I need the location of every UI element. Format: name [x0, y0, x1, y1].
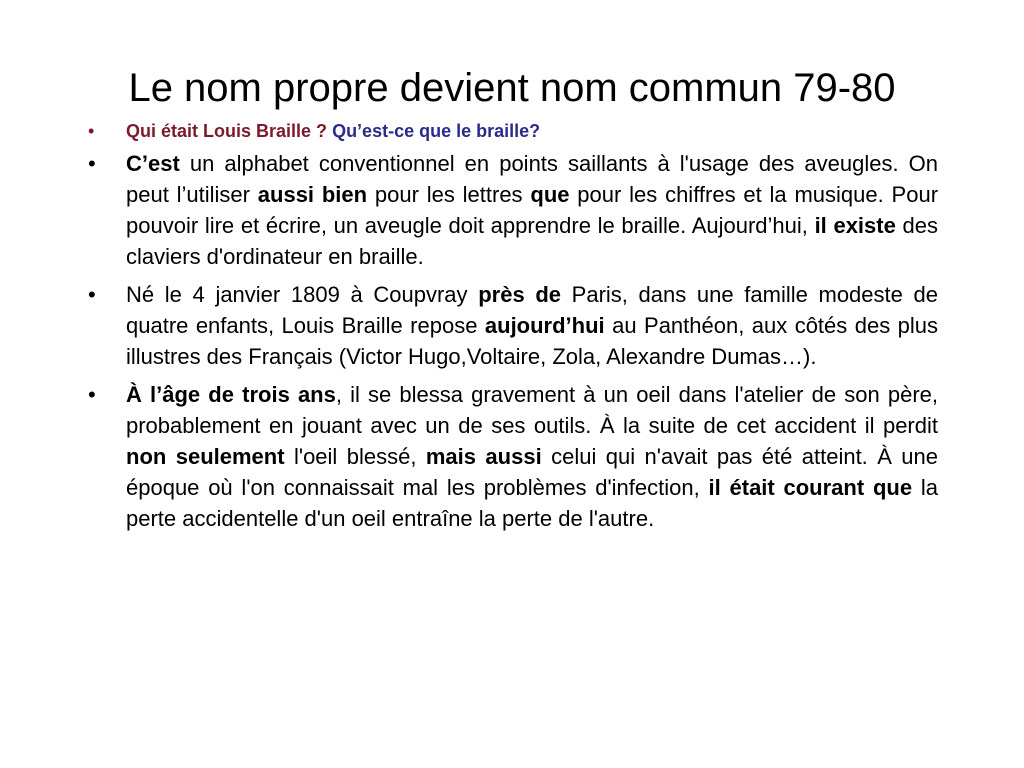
bold-run: À l’âge de trois ans	[126, 382, 336, 407]
bold-run: près de	[478, 282, 562, 307]
bullet-marker: •	[88, 382, 96, 407]
bold-run: il existe	[814, 213, 896, 238]
bullet-item-definition	[88, 148, 938, 272]
bold-run: il était courant que	[708, 475, 913, 500]
bullet-item-biography	[88, 279, 938, 372]
bold-run: aussi bien	[257, 182, 368, 207]
question-louis-braille: Qui était Louis Braille ?	[126, 121, 328, 141]
bold-run: aujourd’hui	[484, 313, 605, 338]
text-run: Paris, dans une famille modeste de quatre enfants, Louis Braille repose	[126, 282, 939, 338]
question-braille: Qu’est-ce que le braille?	[332, 121, 541, 141]
bullet-marker: •	[88, 151, 96, 176]
text-run: des claviers d'ordinateur en braille.	[126, 213, 938, 269]
text-run: un alphabet conventionnel en points saillants à l'usage des aveugles. On peut l’utiliser	[126, 151, 938, 207]
bold-run: C’est	[126, 151, 180, 176]
bullet-marker: •	[88, 121, 95, 141]
text-run: au Panthéon, aux côtés des plus illustres des Français (Victor Hugo,Voltaire, Zola, Alexandre Dumas…).	[126, 313, 938, 369]
paragraph-definition	[126, 151, 938, 269]
bullet-marker: •	[88, 282, 96, 307]
bold-run: que	[530, 182, 570, 207]
slide-title: Le nom propre devient nom commun 79-80	[128, 66, 896, 110]
text-run: l'oeil blessé,	[284, 444, 426, 469]
text-run: celui qui n'avait pas été atteint. À une époque où l'on connaissait mal les problèmes d'infection,	[126, 444, 939, 500]
paragraph-biography	[126, 282, 938, 369]
bullet-list	[88, 116, 938, 541]
bullet-item-accident	[88, 379, 938, 534]
text-run: pour les lettres	[367, 182, 531, 207]
paragraph-accident	[126, 382, 938, 531]
text-run: la perte accidentelle d'un oeil entraîne la perte de l'autre.	[126, 475, 938, 531]
bullet-item-questions	[88, 116, 938, 146]
bold-run: non seulement	[126, 444, 285, 469]
text-run: , il se blessa gravement à un oeil dans l'atelier de son père, probablement en jouant avec un de ses outils. À la suite de cet accident il perdit	[126, 382, 938, 438]
bold-run: mais aussi	[425, 444, 542, 469]
text-run: Né le 4 janvier 1809 à Coupvray	[126, 282, 479, 307]
text-run: pour les chiffres et la musique. Pour pouvoir lire et écrire, un aveugle doit apprendre le braille. Aujourd’hui,	[126, 182, 939, 238]
